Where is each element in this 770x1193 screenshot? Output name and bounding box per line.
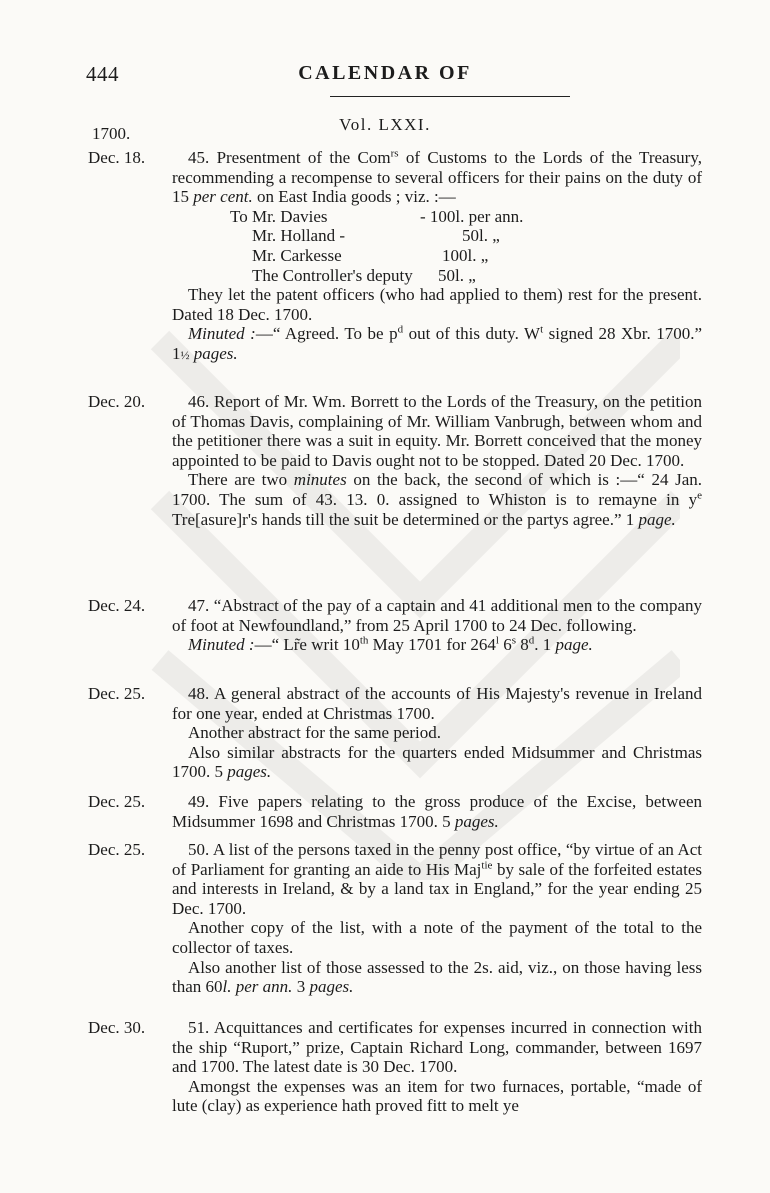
table-row: Mr. Holland - 50l. „ [252, 226, 500, 246]
entry-paragraph: 45. Presentment of the Com$^{rs}$ of Customs to the Lords of the Treasury, recommending a recompense to several officers for their pains on the duty of 15 per cent. on East India goods ; viz. :— [172, 147, 702, 207]
entry-minute: Minuted :—“ Lr̃e writ 10th May 1701 for 264$^l$ 6$^s$ 8$^d$. 1 page. [188, 634, 593, 655]
entry-paragraph: Also another list of those assessed to the 2s. aid, viz., on those having less than 60l. per ann. 3 pages. [172, 957, 702, 997]
running-head: CALENDAR OF [298, 62, 472, 84]
table-row: To Mr. Davies - 100l. per ann. [230, 206, 524, 226]
entry-date: Dec. 18. [88, 148, 146, 167]
entry-minute: Minuted :—“ Agreed. To be $p^d$ out of this duty. $W^t$ signed 28 Xbr. 1700.” 1½ pages. [172, 323, 702, 363]
entry-paragraph: 51. Acquittances and certificates for expenses incurred in connection with the ship “Ruport,” prize, Captain Richard Long, commander, between 1697 and 1700. The latest date is 30 Dec. 1700. [172, 1018, 702, 1077]
table-row: The Controller's deputy 50l. „ [252, 265, 476, 285]
entry-body [172, 148, 702, 366]
volume-year: 1700. [92, 124, 131, 143]
entry-date: Dec. 25. [88, 792, 146, 811]
entry-body [172, 684, 702, 782]
entry-date: Dec. 24. [88, 596, 146, 615]
page-header [0, 62, 770, 92]
entry-paragraph: Amongst the expenses was an item for two furnaces, portable, “made of lute (clay) as experience hath proved fitt to melt ye [172, 1076, 702, 1116]
entry-paragraph: There are two minutes on the back, the second of which is :—“ 24 Jan. 1700. The sum of 43. 13. 0. assigned to Whiston is to remayne in $y^e$ Tre[asure]r's hands till the suit be determined or the partys agree.” 1 page. [172, 470, 702, 529]
entry-paragraph: 49. Five papers relating to the gross produce of the Excise, between Midsummer 1698 and Christmas 1700. 5 pages. [172, 792, 702, 831]
recompense-table [230, 207, 702, 285]
entry-paragraph: Also similar abstracts for the quarters ended Midsummer and Christmas 1700. 5 pages. [172, 742, 702, 782]
entry-body [172, 792, 702, 831]
entry-paragraph: 48. A general abstract of the accounts of His Majesty's revenue in Ireland for one year, ended at Christmas 1700. [172, 684, 702, 723]
entry-paragraph: Another copy of the list, with a note of the payment of the total to the collector of taxes. [172, 918, 702, 957]
header-rule [330, 96, 570, 97]
entry-paragraph: 47. “Abstract of the pay of a captain and 41 additional men to the company of foot at Newfoundland,” from 25 April 1700 to 24 Dec. following. [172, 596, 702, 635]
entry-body [172, 840, 702, 997]
entry-date: Dec. 25. [88, 840, 146, 859]
entry-date: Dec. 30. [88, 1018, 146, 1037]
entry-body [172, 392, 702, 529]
page-number: 444 [86, 62, 119, 86]
table-row: Mr. Carkesse 100l. „ [252, 245, 489, 265]
entry-date: Dec. 25. [88, 684, 146, 703]
entry-paragraph: 50. A list of the persons taxed in the penny post office, “by virtue of an Act of Parliament for granting an aide to His Maj$^{tie}$ by sale of the forfeited estates and interests in Ireland, & by a land tax in England,” for the year ending 25 Dec. 1700. [172, 840, 702, 918]
entry-paragraph: They let the patent officers (who had applied to them) rest for the present. Dated 18 Dec. 1700. [172, 285, 702, 324]
entry-date: Dec. 20. [88, 392, 146, 411]
entry-body [172, 596, 702, 655]
entry-paragraph: 46. Report of Mr. Wm. Borrett to the Lords of the Treasury, on the petition of Thomas Davis, complaining of Mr. William Vanbrugh, between whom and the petitioner there was a suit in equity. Mr. Borrett conceived that the money appointed to be paid to Davis ought not to be stopped. Dated 20 Dec. 1700. [172, 392, 702, 470]
volume-label: Vol. LXXI. [339, 115, 431, 134]
entry-body [172, 1018, 702, 1116]
entry-paragraph: Another abstract for the same period. [188, 723, 442, 743]
